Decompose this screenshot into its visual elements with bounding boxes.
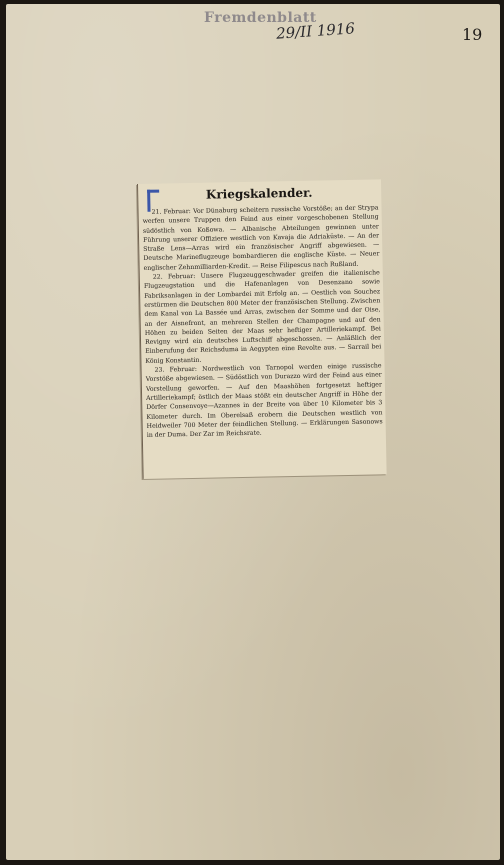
newspaper-clipping [137, 179, 387, 479]
clipping-title: Kriegskalender. [205, 185, 313, 202]
entry-feb-22: 22. Februar: Unsere Flugzeuggeschwader greifen die italienische Flugzeugstation und die Hafenanlagen von Desenzano sowie Fabriksanlagen in der Lombardei mit Erfolg an. — Oestlich von Souchez erstürmen die Deutschen 800 Meter der französischen Stellung. Zwischen dem Kanal von La Bassée und Arras, zwischen der Somme und der Oise, an der Aisnefront, an mehreren Stellen der Champagne und auf den Höhen zu beiden Seiten der Maas sehr heftiger Artilleriekampf. Bei Revigny wird ein deutsches Luftschiff abgeschossen. — Anläßlich der Einberufung der Reichsduma in Aegypten eine Revolte aus. — Sarrail bei König Konstantin. [143, 269, 382, 365]
clipping-body [142, 203, 382, 440]
newspaper-stamp: Fremdenblatt [204, 10, 317, 26]
entry-feb-21: 21. Februar: Vor Dünaburg scheitern russische Vorstöße; an der Strypa werfen unsere Truppen den Feind aus einer vorgeschobenen Stellung südöstlich von Koßowa. — Albanische Abteilungen gewinnen unter Führung unserer Offiziere westlich von Kavaja die Adriaküste. — An der Straße Lens—Arras wird ein französischer Angriff abgewiesen. — Deutsche Marineflugzeuge bombardieren die englische Küste. — Neuer englischer Zehnmilliarden-Kredit. — Reise Filipescus nach Rußland. [142, 204, 380, 272]
entry-feb-23: 23. Februar: Nordwestlich von Tarnopol werden einige russische Vorstöße abgewiesen. — Südöstlich von Durazzo wird der Feind aus einer Vorstellung geworfen. — Auf den Maashöhen fortgesetzt heftiger Artilleriekampf; östlich der Maas stößt ein deutscher Angriff in Höhe der Dörfer Consenvoye—Azannes in der Breite von über 10 Kilometer bis 3 Kilometer durch. Im Oberelsaß erobern die Deutschen westlich von Heidweiler 700 Meter der feindlichen Stellung. — Erklärungen Sasonows in der Duma. Der Zar im Reichsrate. [145, 362, 383, 439]
handwritten-date: 29/II 1916 [275, 19, 356, 43]
archive-sheet [6, 4, 500, 860]
page-number: 19 [462, 25, 483, 44]
